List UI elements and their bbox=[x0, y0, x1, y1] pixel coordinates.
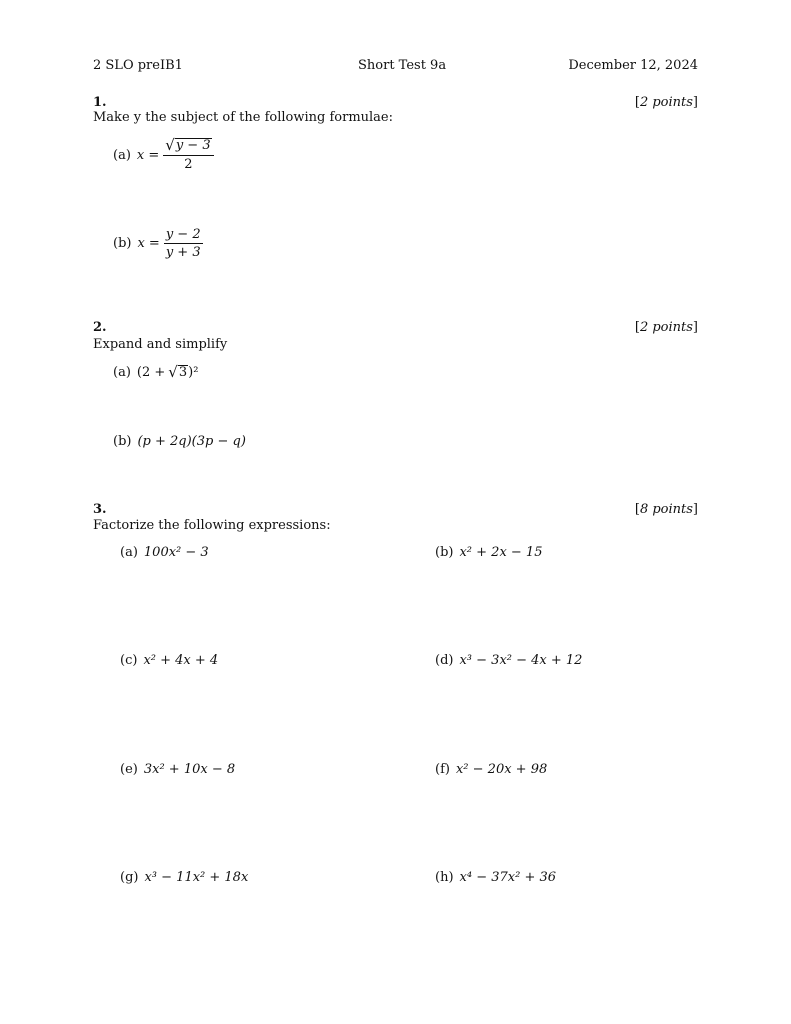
expr-suffix: )² bbox=[188, 365, 199, 380]
fraction-numerator bbox=[163, 138, 213, 156]
question-3-number: 3. bbox=[93, 502, 107, 517]
question-1-points: [2 points] bbox=[634, 95, 698, 110]
expression: 100x² − 3 bbox=[143, 545, 209, 560]
formula-lhs: x = bbox=[136, 147, 160, 163]
expression: x⁴ − 37x² + 36 bbox=[459, 870, 557, 885]
header-date: December 12, 2024 bbox=[568, 58, 698, 73]
question-1-instruction: Make y the subject of the following formulae: bbox=[93, 110, 394, 125]
expression: x² + 4x + 4 bbox=[143, 653, 219, 668]
part-label: (e) bbox=[120, 762, 138, 777]
expression: x³ − 11x² + 18x bbox=[144, 870, 249, 885]
part-label: (f) bbox=[435, 762, 450, 777]
part-label: (b) bbox=[113, 236, 132, 251]
question-3c bbox=[120, 653, 218, 668]
expression: x² + 2x − 15 bbox=[459, 545, 543, 560]
fraction bbox=[164, 227, 203, 260]
expression: (p + 2q)(3p − q) bbox=[137, 434, 246, 449]
question-2-instruction: Expand and simplify bbox=[93, 337, 228, 352]
part-label: (h) bbox=[435, 870, 454, 885]
question-3f bbox=[435, 762, 547, 777]
question-3b bbox=[435, 545, 542, 560]
part-label: (a) bbox=[113, 147, 131, 163]
question-3-instruction: Factorize the following expressions: bbox=[93, 518, 331, 533]
part-label: (d) bbox=[435, 653, 454, 668]
question-2a bbox=[113, 365, 198, 380]
expression: x² − 20x + 98 bbox=[455, 762, 548, 777]
fraction-numerator: y − 2 bbox=[165, 227, 201, 242]
radicand: 3 bbox=[178, 365, 188, 380]
question-2b bbox=[113, 434, 246, 449]
question-1a bbox=[113, 138, 214, 172]
header-class: 2 SLO preIB1 bbox=[93, 58, 183, 73]
question-3-points: [8 points] bbox=[634, 502, 698, 517]
question-2-points: [2 points] bbox=[634, 320, 698, 335]
question-3e bbox=[120, 762, 235, 777]
part-label: (g) bbox=[120, 870, 139, 885]
expr-prefix: (2 + bbox=[136, 365, 166, 380]
radicand: y − 3 bbox=[175, 138, 211, 153]
formula-lhs: x = bbox=[137, 236, 160, 251]
fraction-denominator: y + 3 bbox=[165, 245, 201, 260]
expression: x³ − 3x² − 4x + 12 bbox=[459, 653, 583, 668]
question-3g bbox=[120, 870, 248, 885]
question-3a bbox=[120, 545, 209, 560]
question-1b bbox=[113, 227, 203, 260]
header-test-title: Short Test 9a bbox=[358, 58, 447, 73]
square-root: √ 3 bbox=[168, 363, 188, 381]
fraction-denominator: 2 bbox=[184, 157, 193, 172]
square-root: √ y − 3 bbox=[165, 136, 211, 154]
part-label: (b) bbox=[435, 545, 454, 560]
question-3h bbox=[435, 870, 556, 885]
part-label: (c) bbox=[120, 653, 138, 668]
question-1-number: 1. bbox=[93, 95, 107, 110]
question-2-number: 2. bbox=[93, 320, 107, 335]
part-label: (a) bbox=[113, 365, 131, 380]
part-label: (a) bbox=[120, 545, 138, 560]
question-3d bbox=[435, 653, 582, 668]
part-label: (b) bbox=[113, 434, 132, 449]
expression: 3x² + 10x − 8 bbox=[143, 762, 236, 777]
fraction bbox=[163, 138, 213, 172]
